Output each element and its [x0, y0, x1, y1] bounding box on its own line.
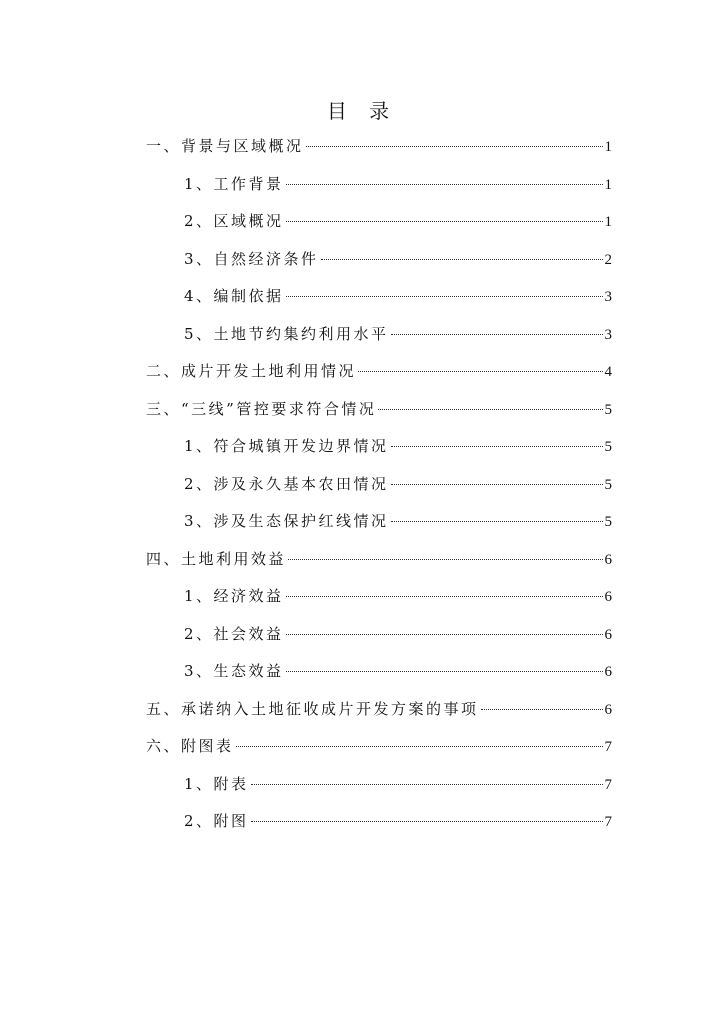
toc-page-number: 5: [604, 439, 612, 455]
toc-entry-text: 2、区域概况: [184, 212, 284, 230]
toc-entry: [146, 772, 612, 810]
toc-entry: [146, 209, 612, 247]
dot-leader: [391, 484, 603, 485]
toc-page-number: 3: [604, 289, 612, 305]
dot-leader: [391, 446, 603, 447]
toc-entry: [146, 734, 612, 772]
dot-leader: [288, 559, 602, 560]
toc-entry-text: 一、背景与区域概况: [146, 137, 304, 155]
toc-page-number: 6: [604, 551, 612, 568]
toc-entry-text: 4、编制依据: [184, 287, 284, 305]
dot-leader: [286, 221, 603, 222]
toc-entry: [146, 247, 612, 285]
dot-leader: [286, 671, 603, 672]
toc-entry: [146, 622, 612, 660]
dot-leader: [251, 784, 603, 785]
page-title: 目 录: [326, 99, 398, 123]
toc-page-number: 5: [604, 476, 612, 493]
toc-page-number: 7: [604, 814, 612, 830]
toc-entry: [146, 659, 612, 697]
toc-entry-text: 五、承诺纳入土地征收成片开发方案的事项: [146, 699, 479, 718]
toc-entry: [146, 359, 612, 397]
toc-entry-text: 四、土地利用效益: [146, 549, 287, 568]
dot-leader: [321, 259, 603, 260]
toc-entry-text: 1、工作背景: [184, 174, 284, 193]
toc-entry: [146, 809, 612, 847]
dot-leader: [391, 521, 603, 522]
toc-entry-text: 1、符合城镇开发边界情况: [184, 437, 389, 455]
toc-entry-text: 三、“三线”管控要求符合情况: [146, 399, 377, 418]
dot-leader: [251, 821, 603, 822]
toc-entry: [146, 397, 612, 435]
toc-page-number: 4: [604, 364, 612, 380]
toc-entry-text: 3、生态效益: [184, 662, 284, 680]
toc-entry-text: 2、附图: [184, 812, 249, 830]
toc-entry-text: 2、社会效益: [184, 624, 284, 643]
dot-leader: [391, 334, 603, 335]
toc-entry-text: 1、附表: [184, 774, 249, 793]
dot-leader: [286, 596, 603, 597]
table-of-contents: [146, 134, 612, 847]
toc-entry: [146, 284, 612, 322]
dot-leader: [378, 409, 602, 410]
toc-entry-text: 二、成片开发土地利用情况: [146, 362, 357, 380]
dot-leader: [236, 746, 603, 747]
toc-page-number: 5: [604, 514, 612, 530]
toc-entry-text: 1、经济效益: [184, 587, 284, 605]
toc-page-number: 2: [604, 251, 612, 268]
toc-entry: [146, 509, 612, 547]
dot-leader: [481, 709, 603, 710]
toc-entry: [146, 584, 612, 622]
toc-page-number: 5: [604, 401, 612, 418]
toc-entry: [146, 547, 612, 585]
dot-leader: [358, 371, 602, 372]
toc-entry: [146, 472, 612, 510]
toc-entry-text: 3、涉及生态保护红线情况: [184, 512, 389, 530]
toc-page-number: 6: [604, 626, 612, 643]
toc-entry-text: 3、自然经济条件: [184, 249, 319, 268]
dot-leader: [286, 634, 603, 635]
toc-page-number: 7: [604, 776, 612, 793]
toc-entry: [146, 697, 612, 735]
toc-page-number: 1: [604, 214, 612, 230]
toc-page-number: 3: [604, 326, 612, 343]
toc-entry: [146, 322, 612, 360]
toc-entry-text: 六、附图表: [146, 737, 234, 755]
toc-page-number: 6: [604, 664, 612, 680]
dot-leader: [286, 296, 603, 297]
toc-entry: [146, 434, 612, 472]
dot-leader: [286, 184, 603, 185]
toc-entry: [146, 134, 612, 172]
toc-page-number: 6: [604, 701, 612, 718]
toc-entry-text: 2、涉及永久基本农田情况: [184, 474, 389, 493]
toc-entry-text: 5、土地节约集约利用水平: [184, 324, 389, 343]
dot-leader: [306, 146, 603, 147]
toc-page-number: 7: [604, 739, 612, 755]
toc-page-number: 6: [604, 589, 612, 605]
toc-entry: [146, 172, 612, 210]
toc-page-number: 1: [604, 139, 612, 155]
toc-page-number: 1: [604, 176, 612, 193]
